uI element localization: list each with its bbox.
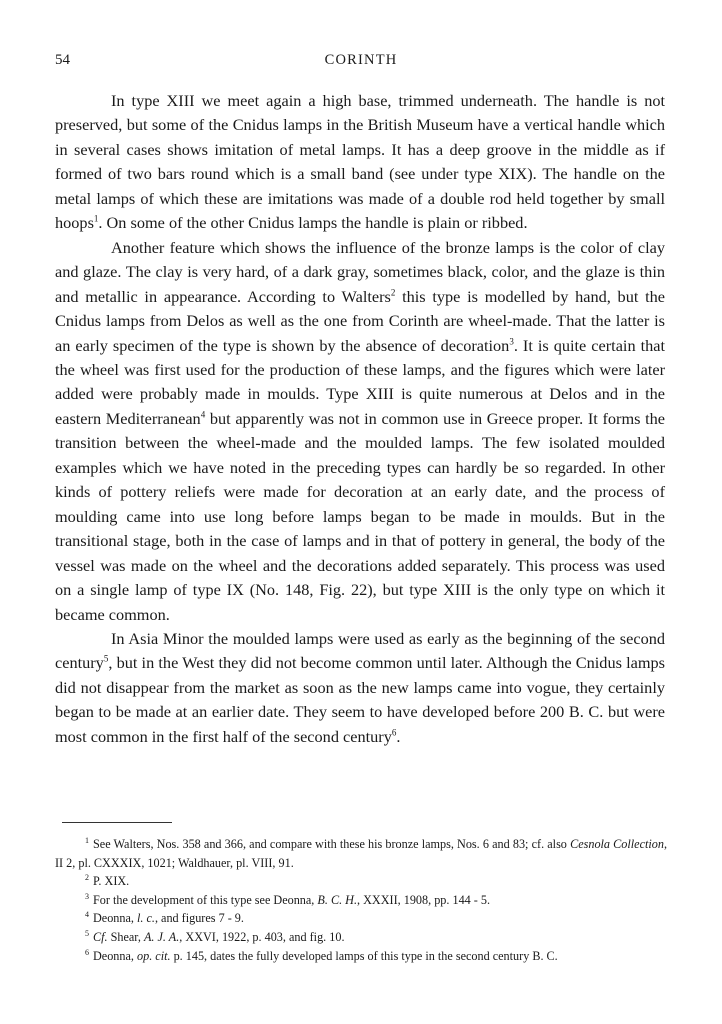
text-run: p. 145, dates the fully developed lamps of this type in the second century B. C. — [170, 948, 558, 963]
footnote-reference: 1 — [93, 213, 99, 224]
italic-citation: B. C. H. — [317, 892, 358, 907]
footnote — [55, 928, 667, 947]
text-run: . It is quite certain that the wheel was first used for the production of these lamps, and the figures which were later added were probably made in moulds. Type XIII is quite numerous at Delos and in the eastern Mediterranean — [55, 335, 666, 428]
footnote — [55, 835, 667, 872]
paragraph — [55, 89, 665, 236]
paragraph — [55, 236, 665, 627]
footnote — [55, 947, 667, 966]
footnote-marker: 5 — [85, 928, 89, 938]
footnote — [55, 891, 667, 910]
text-run: Deonna, — [93, 911, 137, 926]
footnote-marker: 1 — [85, 835, 89, 845]
text-run: , XXVI, 1922, p. 403, and fig. 10. — [179, 929, 345, 944]
italic-citation: Cesnola Collection — [570, 837, 664, 851]
text-run: , but in the West they did not become common until later. Although the Cnidus lamps did not disappear from the market as soon as the new lamps came into vogue, they certainly began to be made at an earlier date. They seem to have developed before 200 B. C. but were most common in the first half of the second century — [55, 653, 665, 746]
footnote — [55, 872, 667, 891]
footnote-marker: 3 — [85, 891, 89, 901]
footnote-marker: 2 — [85, 873, 89, 883]
italic-citation: Cf. — [93, 929, 108, 944]
footnote-reference: 4 — [200, 409, 206, 420]
footnote-rule — [62, 822, 172, 823]
footnote-reference: 6 — [391, 727, 397, 738]
footnote-marker: 4 — [85, 910, 89, 920]
text-run: . — [396, 726, 401, 746]
text-run: Deonna, — [93, 948, 137, 963]
text-run: , XXXII, 1908, pp. 144 - 5. — [357, 892, 491, 907]
text-run: , and figures 7 - 9. — [154, 911, 244, 926]
footnote — [55, 909, 667, 928]
text-run: Shear, — [107, 929, 144, 944]
paragraph — [55, 627, 665, 749]
italic-citation: A. J. A. — [143, 929, 180, 944]
text-run: this type is modelled by hand, but the Cnidus lamps from Delos as well as the one from Corinth are wheel-made. That the latter is an early specimen of the type is shown by the absence of decoration — [55, 286, 666, 355]
footnote-reference: 2 — [390, 287, 396, 298]
text-run: but apparently was not in common use in Greece proper. It forms the transition between the wheel-made and the moulded lamps. The few isolated moulded examples which we have noted in the preceding types can hardly be so regarded. In other kinds of pottery reliefs were made for decoration at an early date, and the process of moulding came into use long before lamps began to be made in moulds. But in the transitional stage, both in the case of lamps and in that of pottery in general, the body of the vessel was made on the wheel and the decorations added separately. This process was used on a single lamp of type IX (No. 148, Fig. 22), but type XIII is the only type on which it became common. — [55, 408, 665, 624]
page-number: 54 — [55, 52, 70, 68]
italic-citation: l. c. — [137, 911, 155, 926]
text-run: For the development of this type see Deonna, — [93, 892, 318, 907]
text-run: , II 2, pl. CXXXIX, 1021; Waldhauer, pl. VIII, 91. — [55, 837, 667, 870]
page-header — [55, 52, 667, 72]
footnote-reference: 3 — [509, 336, 514, 347]
text-run: In Asia Minor the moulded lamps were used as early as the beginning of the second century — [55, 628, 665, 673]
footnote-reference: 5 — [103, 654, 109, 664]
italic-citation: op. cit. — [137, 948, 171, 963]
body-text — [55, 89, 665, 749]
running-title: CORINTH — [324, 52, 398, 68]
text-run: In type XIII we meet again a high base, trimmed underneath. The handle is not preserved, but some of the Cnidus lamps in the British Museum have a vertical handle which in several cases shows imitation of metal lamps. It has a deep groove in the middle as if formed of two bars round which is a small band (see under type XIX). The handle on the metal lamps of which these are imitations was made of a double rod held together by small hoops — [55, 91, 665, 233]
text-run: P. XIX. — [93, 874, 130, 889]
text-run: . On some of the other Cnidus lamps the handle is plain or ribbed. — [98, 213, 528, 233]
text-run: See Walters, Nos. 358 and 366, and compare with these his bronze lamps, Nos. 6 and 83; cf. also — [93, 837, 571, 851]
footnotes — [55, 835, 667, 965]
text-run: Another feature which shows the influence of the bronze lamps is the color of clay and glaze. The clay is very hard, of a dark gray, sometimes black, color, and the glaze is thin and metallic in appearance. According to Walters — [55, 237, 665, 306]
footnote-marker: 6 — [85, 947, 89, 957]
